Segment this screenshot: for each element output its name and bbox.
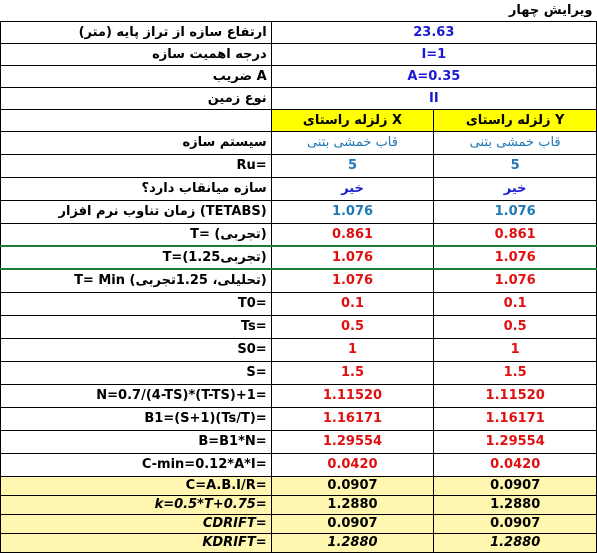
info-value[interactable]: I=1 — [271, 43, 596, 65]
row-label[interactable]: Ru= — [1, 154, 272, 177]
value-x[interactable]: 1.29554 — [271, 430, 434, 453]
info-value[interactable]: II — [271, 87, 596, 109]
table-row — [1, 246, 597, 269]
table-row — [1, 223, 597, 246]
row-label[interactable]: S0= — [1, 338, 272, 361]
value-y[interactable]: 1.2880 — [434, 495, 597, 514]
table-row — [1, 131, 597, 154]
table-row — [1, 154, 597, 177]
row-label[interactable]: Ts= — [1, 315, 272, 338]
info-label[interactable]: ارتفاع سازه از تراز پایه (متر) — [1, 21, 272, 43]
value-x[interactable]: 0.1 — [271, 292, 434, 315]
table-row — [1, 495, 597, 514]
info-value[interactable]: 23.63 — [271, 21, 596, 43]
table-row — [1, 407, 597, 430]
row-label[interactable]: KDRIFT= — [1, 533, 272, 552]
row-label[interactable]: B1=(S+1)(Ts/T)= — [1, 407, 272, 430]
info-row — [1, 21, 597, 43]
value-y[interactable]: 1.076 — [434, 200, 597, 223]
row-label[interactable]: سیستم سازه — [1, 131, 272, 154]
info-value[interactable]: A=0.35 — [271, 65, 596, 87]
table-row — [1, 338, 597, 361]
row-label[interactable]: B=B1*N= — [1, 430, 272, 453]
row-label[interactable]: k=0.5*T+0.75= — [1, 495, 272, 514]
value-y[interactable]: خیر — [434, 177, 597, 200]
info-row — [1, 87, 597, 109]
value-x[interactable]: 0.861 — [271, 223, 434, 246]
row-label[interactable]: CDRIFT= — [1, 514, 272, 533]
value-y[interactable]: 0.0907 — [434, 476, 597, 495]
value-y[interactable]: 1.076 — [434, 246, 597, 269]
value-x[interactable]: 1.076 — [271, 200, 434, 223]
row-label[interactable]: T= (تجربی) — [1, 223, 272, 246]
header-empty-cell[interactable] — [1, 109, 272, 131]
table-row — [1, 476, 597, 495]
table-row — [1, 361, 597, 384]
value-x[interactable]: 1.2880 — [271, 495, 434, 514]
value-y[interactable]: 1.2880 — [434, 533, 597, 552]
header-x[interactable]: زلزله راستای X — [271, 109, 434, 131]
value-x[interactable]: 1.11520 — [271, 384, 434, 407]
table-row — [1, 430, 597, 453]
table-row — [1, 292, 597, 315]
table-row — [1, 177, 597, 200]
table-row — [1, 384, 597, 407]
header-y[interactable]: زلزله راستای Y — [434, 109, 597, 131]
row-label[interactable]: T=(1.25تجربی) — [1, 246, 272, 269]
value-y[interactable]: 1.5 — [434, 361, 597, 384]
value-y[interactable]: 1.29554 — [434, 430, 597, 453]
value-x[interactable]: 1.16171 — [271, 407, 434, 430]
row-label[interactable]: C=A.B.I/R= — [1, 476, 272, 495]
sheet-title[interactable]: ویرایش چهار — [1, 0, 597, 21]
value-x[interactable]: 5 — [271, 154, 434, 177]
row-label[interactable]: C-min=0.12*A*I= — [1, 453, 272, 476]
info-label[interactable]: درجه اهمیت سازه — [1, 43, 272, 65]
info-row — [1, 65, 597, 87]
value-y[interactable]: 0.1 — [434, 292, 597, 315]
header-row — [1, 109, 597, 131]
value-y[interactable]: 1.11520 — [434, 384, 597, 407]
value-x[interactable]: 1.2880 — [271, 533, 434, 552]
table-row — [1, 315, 597, 338]
value-x[interactable]: قاب خمشی بتنی — [271, 131, 434, 154]
value-x[interactable]: 1.076 — [271, 246, 434, 269]
value-y[interactable]: 0.0907 — [434, 514, 597, 533]
value-y[interactable]: 0.861 — [434, 223, 597, 246]
row-label[interactable]: S= — [1, 361, 272, 384]
title-row — [1, 0, 597, 21]
info-row — [1, 43, 597, 65]
info-label[interactable]: نوع زمین — [1, 87, 272, 109]
info-label[interactable]: ضریب A — [1, 65, 272, 87]
table-row — [1, 453, 597, 476]
row-label[interactable]: T= Min (تحلیلی، 1.25تجربی) — [1, 269, 272, 292]
value-y[interactable]: 1 — [434, 338, 597, 361]
value-x[interactable]: 0.0907 — [271, 476, 434, 495]
value-x[interactable]: 1.076 — [271, 269, 434, 292]
value-x[interactable]: 1 — [271, 338, 434, 361]
table-row — [1, 533, 597, 552]
value-x[interactable]: 0.5 — [271, 315, 434, 338]
table-row — [1, 514, 597, 533]
value-y[interactable]: قاب خمشی بتنی — [434, 131, 597, 154]
value-x[interactable]: خیر — [271, 177, 434, 200]
value-x[interactable]: 0.0420 — [271, 453, 434, 476]
row-label[interactable]: سازه میانقاب دارد؟ — [1, 177, 272, 200]
row-label[interactable]: N=0.7/(4-TS)*(T-TS)+1= — [1, 384, 272, 407]
value-y[interactable]: 0.5 — [434, 315, 597, 338]
table-row — [1, 200, 597, 223]
row-label[interactable]: زمان تناوب نرم افزار (TETABS) — [1, 200, 272, 223]
table-row — [1, 269, 597, 292]
value-y[interactable]: 0.0420 — [434, 453, 597, 476]
value-x[interactable]: 1.5 — [271, 361, 434, 384]
value-y[interactable]: 5 — [434, 154, 597, 177]
value-x[interactable]: 0.0907 — [271, 514, 434, 533]
value-y[interactable]: 1.076 — [434, 269, 597, 292]
row-label[interactable]: T0= — [1, 292, 272, 315]
value-y[interactable]: 1.16171 — [434, 407, 597, 430]
